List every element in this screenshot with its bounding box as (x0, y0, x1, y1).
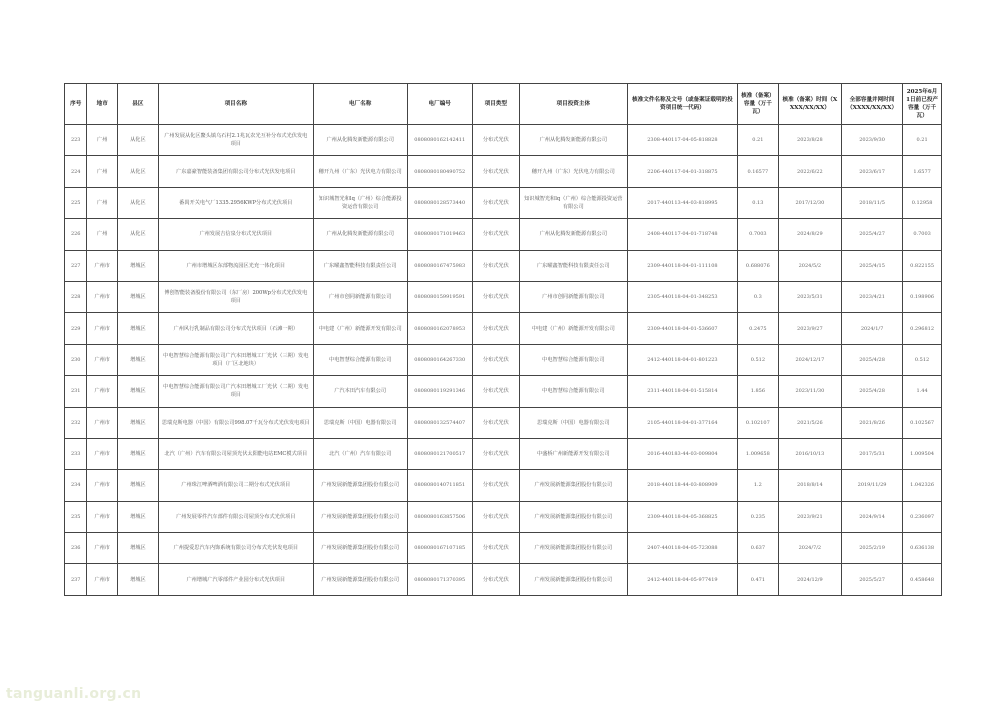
cell-operating-capacity: 0.458648 (903, 564, 942, 595)
cell-plant-name: 广州发展新能源集团股份有限公司 (313, 470, 407, 501)
cell-approved-capacity: 0.688076 (737, 250, 778, 281)
cell-plant-name: 广州发展新能源集团股份有限公司 (313, 501, 407, 532)
cell-index: 226 (65, 219, 87, 250)
cell-city: 广州 (87, 125, 118, 156)
cell-index: 224 (65, 156, 87, 187)
cell-investor: 穗开九州（广东）光伏电力有限公司 (519, 156, 627, 187)
cell-project-type: 分布式光伏 (472, 533, 519, 564)
cell-plant-id: 0808080180490752 (407, 156, 472, 187)
cell-project-type: 分布式光伏 (472, 281, 519, 312)
cell-city: 广州市 (87, 564, 118, 595)
cell-approval-code: 2412-440118-04-05-977419 (627, 564, 737, 595)
cell-city: 广州市 (87, 313, 118, 344)
cell-project-name: 中电智慧综合能源有限公司广汽本田增城工厂光伏（二期）发电项目 (158, 376, 313, 407)
cell-investor: 中电智慧综合能源有限公司 (519, 376, 627, 407)
table-row (65, 344, 942, 375)
cell-plant-id: 0808080171019463 (407, 219, 472, 250)
cell-plant-name: 广州从化腾发新能源有限公司 (313, 219, 407, 250)
cell-operating-capacity: 1.009504 (903, 438, 942, 469)
cell-approval-code: 2305-440118-04-01-348253 (627, 281, 737, 312)
cell-approval-date: 2024/7/2 (778, 533, 841, 564)
cell-approved-capacity: 0.637 (737, 533, 778, 564)
table-row (65, 219, 942, 250)
cell-grid-date: 2025/5/27 (841, 564, 902, 595)
cell-approved-capacity: 0.7003 (737, 219, 778, 250)
cell-approved-capacity: 1.2 (737, 470, 778, 501)
col-header-index: 序号 (65, 84, 87, 125)
cell-index: 227 (65, 250, 87, 281)
cell-project-name: 北汽（广州）汽车有限公司屋顶光伏太阳能电站EMC模式项目 (158, 438, 313, 469)
cell-investor: 广东曜鑫智能科技有限责任公司 (519, 250, 627, 281)
cell-city: 广州市 (87, 533, 118, 564)
cell-investor: 广州从化腾发新能源有限公司 (519, 219, 627, 250)
col-header-plant-id: 电厂编号 (407, 84, 472, 125)
cell-approval-code: 2408-440117-04-01-718748 (627, 219, 737, 250)
cell-project-type: 分布式光伏 (472, 156, 519, 187)
cell-district: 增城区 (118, 344, 159, 375)
cell-plant-id: 0808080171370395 (407, 564, 472, 595)
cell-grid-date: 2025/4/27 (841, 219, 902, 250)
col-header-approval-code: 核准文件名称及文号（或备案证载明的投资项目统一代码） (627, 84, 737, 125)
col-header-investor: 项目投资主体 (519, 84, 627, 125)
cell-index: 231 (65, 376, 87, 407)
cell-approval-date: 2018/8/14 (778, 470, 841, 501)
cell-project-name: 广州风行乳制品有限公司分布式光伏项目（石滩一期） (158, 313, 313, 344)
cell-index: 234 (65, 470, 87, 501)
watermark-text: tanguanli.org.cn (6, 686, 142, 702)
table-row (65, 125, 942, 156)
cell-approval-code: 2206-440117-04-01-318875 (627, 156, 737, 187)
col-header-project-name: 项目名称 (158, 84, 313, 125)
col-header-project-type: 项目类型 (472, 84, 519, 125)
cell-plant-id: 0808080132574407 (407, 407, 472, 438)
cell-index: 228 (65, 281, 87, 312)
cell-city: 广州 (87, 219, 118, 250)
cell-grid-date: 2025/4/15 (841, 250, 902, 281)
table-row (65, 533, 942, 564)
cell-district: 增城区 (118, 376, 159, 407)
cell-city: 广州市 (87, 344, 118, 375)
col-header-city: 地市 (87, 84, 118, 125)
cell-city: 广州市 (87, 438, 118, 469)
pv-project-table (64, 83, 942, 596)
cell-approval-date: 2023/8/28 (778, 125, 841, 156)
cell-plant-id: 0808080167107185 (407, 533, 472, 564)
col-header-approval-date: 核准（备案）时间（XXXX/XX/XX） (778, 84, 841, 125)
cell-approval-date: 2022/6/22 (778, 156, 841, 187)
cell-approval-code: 2308-440117-04-05-818828 (627, 125, 737, 156)
cell-project-type: 分布式光伏 (472, 438, 519, 469)
cell-approval-code: 2016-440183-44-03-009804 (627, 438, 737, 469)
cell-index: 225 (65, 187, 87, 218)
cell-project-type: 分布式光伏 (472, 313, 519, 344)
cell-approved-capacity: 0.13 (737, 187, 778, 218)
cell-plant-name: 广州从化腾发新能源有限公司 (313, 125, 407, 156)
cell-grid-date: 2019/11/29 (841, 470, 902, 501)
cell-investor: 广州发展新能源集团股份有限公司 (519, 470, 627, 501)
cell-approval-code: 2018-440118-44-03-808909 (627, 470, 737, 501)
cell-grid-date: 2023/9/30 (841, 125, 902, 156)
cell-plant-name: 思瑞克斯（中国）电器有限公司 (313, 407, 407, 438)
cell-city: 广州市 (87, 501, 118, 532)
cell-grid-date: 2024/9/14 (841, 501, 902, 532)
cell-grid-date: 2023/6/17 (841, 156, 902, 187)
cell-project-name: 中电智慧综合能源有限公司广汽本田增城工厂光伏（三期）发电项目（厂区北地块） (158, 344, 313, 375)
cell-grid-date: 2018/11/5 (841, 187, 902, 218)
cell-approved-capacity: 0.471 (737, 564, 778, 595)
cell-plant-id: 0808080164267330 (407, 344, 472, 375)
cell-approved-capacity: 0.21 (737, 125, 778, 156)
cell-project-name: 广东嘉豪智能装备集团有限公司分布式光伏发电项目 (158, 156, 313, 187)
cell-investor: 广州市创同新能源有限公司 (519, 281, 627, 312)
cell-grid-date: 2024/1/7 (841, 313, 902, 344)
cell-project-name: 广州发展零件汽车部件有限公司屋顶分布式光伏项目 (158, 501, 313, 532)
cell-approval-code: 2309-440118-04-05-368825 (627, 501, 737, 532)
cell-city: 广州市 (87, 376, 118, 407)
cell-plant-name: 广州市创同新能源有限公司 (313, 281, 407, 312)
col-header-district: 县区 (118, 84, 159, 125)
cell-approval-date: 2024/12/9 (778, 564, 841, 595)
cell-project-type: 分布式光伏 (472, 376, 519, 407)
cell-investor: 思瑞克斯（中国）电器有限公司 (519, 407, 627, 438)
cell-plant-id: 0808080162078953 (407, 313, 472, 344)
cell-approval-code: 2311-440118-04-01-515814 (627, 376, 737, 407)
cell-investor: 中电智慧综合能源有限公司 (519, 344, 627, 375)
cell-approval-date: 2023/9/27 (778, 313, 841, 344)
cell-grid-date: 2021/8/26 (841, 407, 902, 438)
cell-plant-id: 0808080159919591 (407, 281, 472, 312)
cell-project-type: 分布式光伏 (472, 501, 519, 532)
cell-investor: 中盛桥广州新能源开发有限公司 (519, 438, 627, 469)
cell-operating-capacity: 0.102567 (903, 407, 942, 438)
cell-district: 增城区 (118, 564, 159, 595)
cell-district: 增城区 (118, 407, 159, 438)
cell-plant-id: 0808080162142411 (407, 125, 472, 156)
cell-approval-date: 2024/5/2 (778, 250, 841, 281)
cell-district: 从化区 (118, 187, 159, 218)
cell-index: 233 (65, 438, 87, 469)
cell-project-name: 广州市增城区东部物流园区光充一体化项目 (158, 250, 313, 281)
cell-grid-date: 2025/2/19 (841, 533, 902, 564)
cell-approval-code: 2407-440118-04-05-723088 (627, 533, 737, 564)
cell-operating-capacity: 0.236097 (903, 501, 942, 532)
cell-grid-date: 2025/4/28 (841, 376, 902, 407)
cell-approved-capacity: 0.2475 (737, 313, 778, 344)
table-row (65, 313, 942, 344)
table-header (65, 84, 942, 125)
cell-plant-name: 广东曜鑫智能科技有限责任公司 (313, 250, 407, 281)
cell-approved-capacity: 0.102107 (737, 407, 778, 438)
cell-operating-capacity: 0.512 (903, 344, 942, 375)
cell-district: 增城区 (118, 438, 159, 469)
table-row (65, 501, 942, 532)
cell-district: 增城区 (118, 501, 159, 532)
cell-city: 广州市 (87, 407, 118, 438)
cell-approval-date: 2023/5/31 (778, 281, 841, 312)
cell-plant-id: 0808080140711851 (407, 470, 472, 501)
cell-plant-id: 0808080163857506 (407, 501, 472, 532)
table-row (65, 470, 942, 501)
cell-project-type: 分布式光伏 (472, 250, 519, 281)
table-row (65, 376, 942, 407)
cell-district: 增城区 (118, 470, 159, 501)
cell-approval-code: 2309-440118-04-01-536607 (627, 313, 737, 344)
cell-project-name: 广州提爱思汽车内饰系统有限公司分布式光伏发电项目 (158, 533, 313, 564)
cell-plant-name: 广州发展新能源集团股份有限公司 (313, 533, 407, 564)
cell-project-name: 思瑞克斯电器（中国）有限公司998.07千瓦分布式光伏发电项目 (158, 407, 313, 438)
cell-plant-name: 中电智慧综合能源有限公司 (313, 344, 407, 375)
cell-plant-id: 0808080121700517 (407, 438, 472, 469)
cell-project-name: 博创智能装备股份有限公司（东厂房）200Wp分布式光伏发电项目 (158, 281, 313, 312)
cell-approval-date: 2021/5/26 (778, 407, 841, 438)
cell-operating-capacity: 1.44 (903, 376, 942, 407)
table-row (65, 250, 942, 281)
header-row (65, 84, 942, 125)
cell-operating-capacity: 0.296812 (903, 313, 942, 344)
cell-project-name: 番禺开关电气厂1335.2956KWP分布式光伏项目 (158, 187, 313, 218)
cell-plant-id: 0808080128573440 (407, 187, 472, 218)
cell-district: 增城区 (118, 313, 159, 344)
cell-index: 229 (65, 313, 87, 344)
cell-plant-name: 知识城智光和lq（广州）综合能源投资运营有限公司 (313, 187, 407, 218)
cell-investor: 知识城智光和lq（广州）综合能源投资运营有限公司 (519, 187, 627, 218)
cell-district: 从化区 (118, 219, 159, 250)
cell-operating-capacity: 0.822155 (903, 250, 942, 281)
cell-investor: 中电建（广州）新能源开发有限公司 (519, 313, 627, 344)
cell-project-name: 广州发展吉信泉分布式光伏项目 (158, 219, 313, 250)
cell-index: 230 (65, 344, 87, 375)
cell-grid-date: 2023/4/21 (841, 281, 902, 312)
table-row (65, 156, 942, 187)
cell-approved-capacity: 0.235 (737, 501, 778, 532)
cell-project-name: 广州增城广汽零部件产业园分布式光伏项目 (158, 564, 313, 595)
cell-grid-date: 2017/5/31 (841, 438, 902, 469)
cell-approval-date: 2024/12/17 (778, 344, 841, 375)
cell-index: 235 (65, 501, 87, 532)
cell-project-type: 分布式光伏 (472, 125, 519, 156)
cell-approval-code: 2017-440113-44-03-818995 (627, 187, 737, 218)
cell-grid-date: 2025/4/28 (841, 344, 902, 375)
cell-plant-name: 广汽本田汽车有限公司 (313, 376, 407, 407)
cell-plant-name: 北汽（广州）汽车有限公司 (313, 438, 407, 469)
cell-approval-date: 2016/10/13 (778, 438, 841, 469)
cell-approved-capacity: 0.16577 (737, 156, 778, 187)
cell-approved-capacity: 0.512 (737, 344, 778, 375)
cell-plant-name: 穗开九州（广东）光伏电力有限公司 (313, 156, 407, 187)
cell-city: 广州市 (87, 281, 118, 312)
table-row (65, 281, 942, 312)
cell-district: 从化区 (118, 125, 159, 156)
cell-district: 增城区 (118, 250, 159, 281)
cell-approval-code: 2105-440118-04-01-377164 (627, 407, 737, 438)
cell-investor: 广州发展新能源集团股份有限公司 (519, 501, 627, 532)
cell-project-type: 分布式光伏 (472, 219, 519, 250)
col-header-plant-name: 电厂名称 (313, 84, 407, 125)
table-body (65, 125, 942, 596)
col-header-approved-capacity: 核准（备案）容量（万千瓦） (737, 84, 778, 125)
cell-plant-name: 广州发展新能源集团股份有限公司 (313, 564, 407, 595)
cell-investor: 广州从化腾发新能源有限公司 (519, 125, 627, 156)
cell-project-type: 分布式光伏 (472, 470, 519, 501)
cell-approval-date: 2024/8/29 (778, 219, 841, 250)
cell-project-name: 广州发展从化区鳌头镇乌石村2.1兆瓦农光互补分布式光伏发电项目 (158, 125, 313, 156)
cell-operating-capacity: 0.21 (903, 125, 942, 156)
cell-project-name: 广州珠江啤酒啤酒有限公司二期分布式光伏项目 (158, 470, 313, 501)
cell-project-type: 分布式光伏 (472, 407, 519, 438)
cell-operating-capacity: 1.6577 (903, 156, 942, 187)
cell-index: 223 (65, 125, 87, 156)
cell-approval-date: 2023/11/30 (778, 376, 841, 407)
cell-approval-date: 2017/12/30 (778, 187, 841, 218)
cell-approval-code: 2412-440118-04-01-801223 (627, 344, 737, 375)
cell-plant-id: 0808080167475983 (407, 250, 472, 281)
cell-district: 从化区 (118, 156, 159, 187)
cell-project-type: 分布式光伏 (472, 344, 519, 375)
cell-operating-capacity: 0.198906 (903, 281, 942, 312)
cell-project-type: 分布式光伏 (472, 187, 519, 218)
cell-plant-id: 0808080119291346 (407, 376, 472, 407)
cell-city: 广州市 (87, 250, 118, 281)
cell-district: 增城区 (118, 533, 159, 564)
cell-index: 237 (65, 564, 87, 595)
cell-operating-capacity: 0.12958 (903, 187, 942, 218)
cell-index: 232 (65, 407, 87, 438)
cell-approved-capacity: 0.3 (737, 281, 778, 312)
col-header-operating-capacity: 2025年6月1日前已投产容量（万千瓦） (903, 84, 942, 125)
cell-approval-date: 2023/9/21 (778, 501, 841, 532)
table-row (65, 187, 942, 218)
cell-operating-capacity: 0.636138 (903, 533, 942, 564)
cell-operating-capacity: 1.042326 (903, 470, 942, 501)
cell-plant-name: 中电建（广州）新能源开发有限公司 (313, 313, 407, 344)
cell-approved-capacity: 1.856 (737, 376, 778, 407)
cell-approved-capacity: 1.009658 (737, 438, 778, 469)
cell-city: 广州市 (87, 470, 118, 501)
cell-city: 广州 (87, 156, 118, 187)
cell-district: 增城区 (118, 281, 159, 312)
table-row (65, 564, 942, 595)
cell-operating-capacity: 0.7003 (903, 219, 942, 250)
cell-city: 广州 (87, 187, 118, 218)
table-row (65, 407, 942, 438)
cell-investor: 广州发展新能源集团股份有限公司 (519, 533, 627, 564)
cell-investor: 广州发展新能源集团股份有限公司 (519, 564, 627, 595)
cell-project-type: 分布式光伏 (472, 564, 519, 595)
cell-index: 236 (65, 533, 87, 564)
cell-approval-code: 2309-440118-04-01-111108 (627, 250, 737, 281)
table-row (65, 438, 942, 469)
col-header-grid-date: 全部容量并网时间（XXXX/XX/XX） (841, 84, 902, 125)
